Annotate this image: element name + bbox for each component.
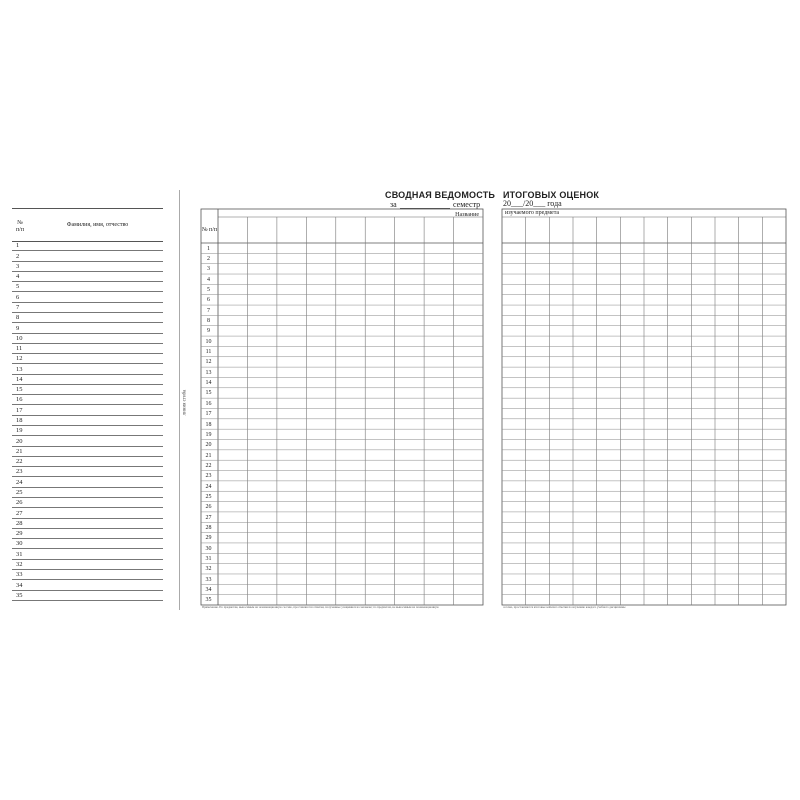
name-row-number: 13 [16,365,23,373]
grid-row-number: 18 [205,421,212,428]
name-row-number: 5 [16,283,20,291]
name-row-number: 34 [16,581,23,589]
grid-row-number: 35 [205,597,212,604]
name-row-number: 15 [16,386,23,394]
name-row-number: 7 [16,303,20,311]
name-row-number: 1 [16,242,20,250]
subject-name-header: Название [455,212,479,218]
name-row-number: 33 [16,571,23,579]
semester-label: семестр [453,200,481,209]
academic-year-line: 20___/20___ года [503,199,562,208]
grid-row-number: 17 [205,411,212,418]
grid-row-number: 6 [207,297,210,304]
name-row-number: 17 [16,406,23,414]
name-row-number: 4 [16,273,20,281]
name-row-number: 2 [16,252,20,260]
name-row [12,590,163,601]
footnote-left: Примечание. По предметам, выносимым на экзаменационную сессию, проставляются отметки, полученные учащимися на экзамене; по предметам, не выносимым на экзаменационную [202,605,439,609]
name-row-number: 10 [16,334,23,342]
name-row-number: 29 [16,530,23,538]
sheet-title-right: ИТОГОВЫХ ОЦЕНОК [503,190,600,200]
name-row-number: 11 [16,345,23,353]
grid-row-number: 20 [205,442,212,449]
name-row-number: 25 [16,488,23,496]
sheet-title-left: СВОДНАЯ ВЕДОМОСТЬ [385,190,496,200]
grid-row-number: 19 [205,431,212,438]
name-row-number: 20 [16,437,23,445]
name-row-number: 22 [16,458,23,466]
studied-subject-header: изучаемого предмета [505,210,560,216]
name-row-number: 3 [16,262,20,270]
grid-row-number: 28 [205,524,212,531]
footnote-right: сессию, проставляются итоговые semester отметки по изучению каждого учебного дисциплины [503,605,626,609]
period-for-label: за [390,200,397,209]
grid-row-number: 12 [205,359,212,366]
grid-row-number: 5 [207,287,210,294]
grid-row-number: 13 [205,369,212,376]
name-row-number: 14 [16,375,23,383]
grid-row-number: 3 [207,266,210,273]
name-row-number: 35 [16,591,23,599]
grid-row-number: 25 [205,493,212,500]
name-row-number: 31 [16,550,23,558]
row-number-header: № п/п [15,220,25,233]
name-row-number: 27 [16,509,23,517]
grid-row-number: 32 [205,566,212,573]
name-row-number: 32 [16,560,23,568]
grid-row-number: 22 [205,462,212,469]
grid-row-number: 27 [205,514,212,521]
name-row-number: 19 [16,427,23,435]
full-name-header: Фамилия, имя, отчество [66,222,129,228]
grid-row-number: 24 [205,483,212,490]
name-row-number: 9 [16,324,20,332]
name-row-number: 12 [16,355,23,363]
name-row-number: 30 [16,540,23,548]
grid-row-number: 8 [207,318,210,325]
grid-row-number: 26 [205,504,212,511]
name-row-number: 18 [16,417,23,425]
grid-row-number: 29 [205,535,212,542]
students-name-list [12,208,163,602]
name-row-number: 16 [16,396,23,404]
name-row-number: 21 [16,447,23,455]
grid-row-number: 2 [207,256,210,262]
grid-row-number: 23 [205,473,212,480]
grid-row-number: 10 [205,338,212,345]
grid-row-number: 15 [205,390,212,397]
name-row-number: 28 [16,519,23,527]
grades-grid-left [201,209,483,605]
grid-row-number: 21 [205,452,212,459]
fold-line-label: линия сгиба [182,389,188,416]
grid-row-number: 7 [207,307,210,314]
name-row-number: 6 [16,293,20,301]
name-row-number: 8 [16,314,20,322]
grades-grid-right [502,209,786,605]
fold-line [179,190,180,610]
grid-row-number-header: № п/п [201,227,218,233]
grades-grid-right-lines [502,209,786,605]
grid-row-number: 16 [205,400,212,407]
grid-row-number: 31 [205,555,212,562]
grid-row-number: 9 [207,328,210,335]
grid-row-number: 33 [205,576,212,583]
grades-grid-left-lines [201,209,483,605]
name-row-number: 23 [16,468,23,476]
grid-frame [201,209,483,605]
name-row-number: 26 [16,499,23,507]
grid-row-number: 30 [205,545,212,552]
names-list-header [12,208,163,242]
grid-row-number: 14 [205,380,212,387]
grid-row-number: 34 [205,586,212,593]
grid-row-number: 4 [207,276,210,283]
grid-row-number: 1 [207,245,210,252]
grid-row-number: 11 [205,349,212,356]
name-row-number: 24 [16,478,23,486]
